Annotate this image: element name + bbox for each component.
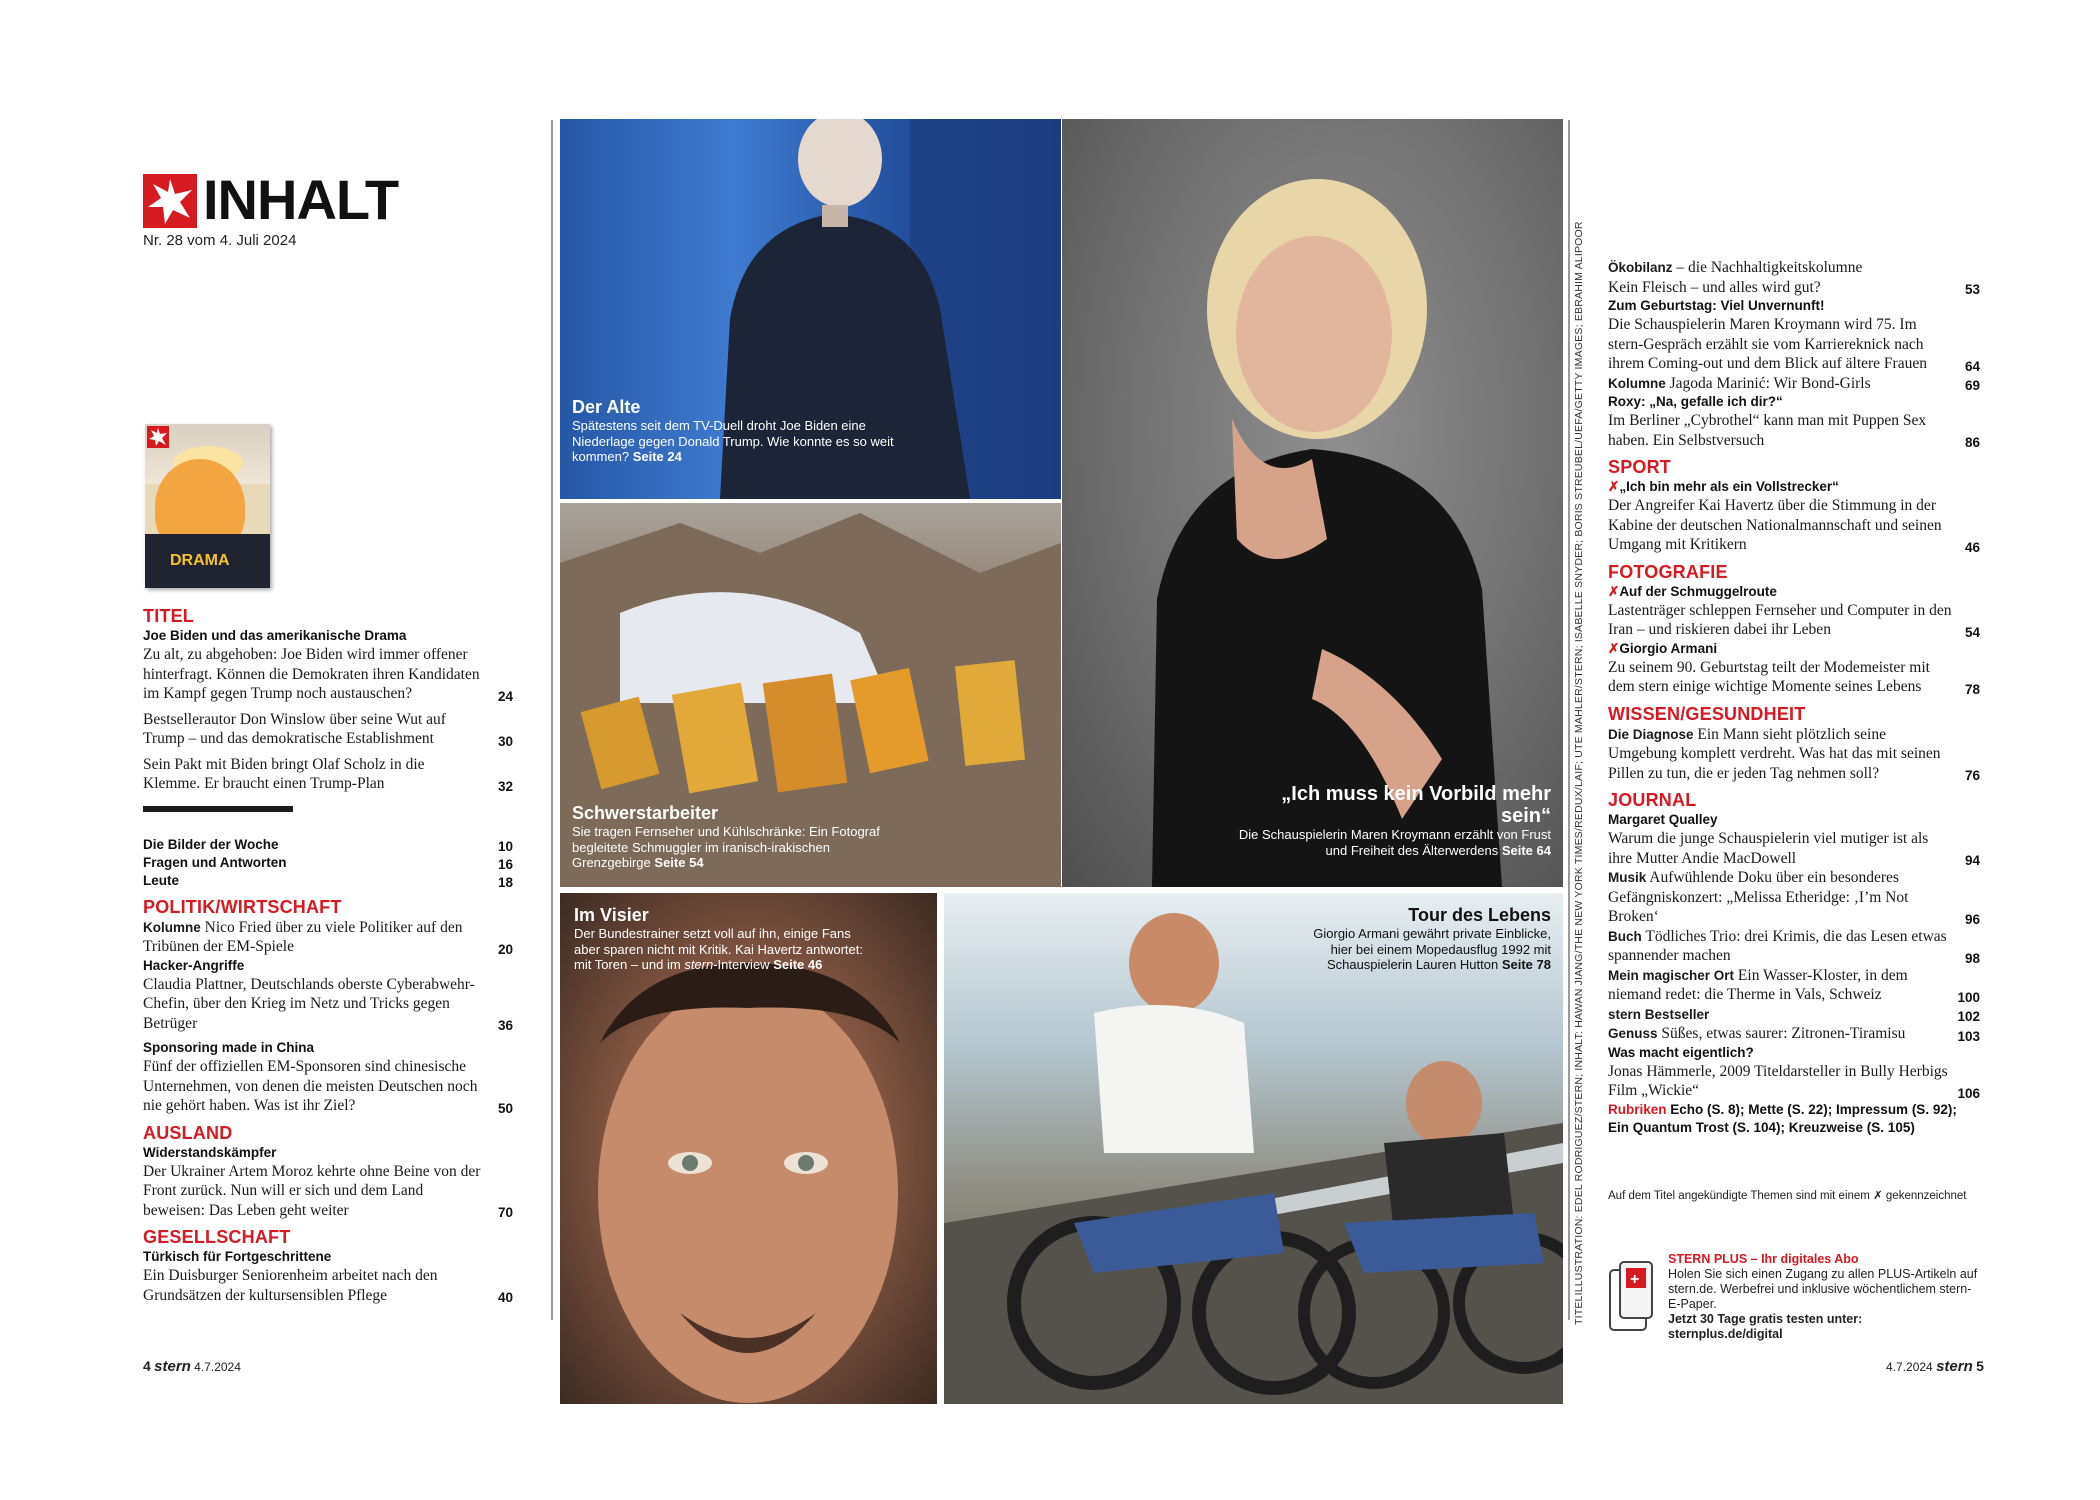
- stern-plus-promo[interactable]: + STERN PLUS – Ihr digitales Abo Holen Sie sich einen Zugang zu allen PLUS-Artikeln auf stern.de. Werbefrei und inklusive wöchentlichem stern-E-Paper. Jetzt 30 Tage gratis testen unter: sternplus.de/digital: [1608, 1252, 1980, 1352]
- toc-entry[interactable]: Joe Biden und das amerikanische Drama Zu alt, zu abgehoben: Joe Biden wird immer offener hinterfragt. Können die Demokraten ihren Kandidaten im Kampf gegen Trump noch austauschen? 24: [143, 628, 513, 704]
- regular-item[interactable]: Fragen und Antworten 16: [143, 854, 513, 872]
- page-number: 18: [497, 874, 513, 890]
- toc-entry[interactable]: Was macht eigentlich? Jonas Hämmerle, 2009 Titeldarsteller in Bully Herbigs Film „Wickie“ 106: [1608, 1044, 1980, 1101]
- page-number: 54: [1964, 624, 1980, 640]
- toc-entry[interactable]: Hacker-Angriffe Claudia Plattner, Deutschlands oberste Cyberabwehr-Chefin, über den Krieg im Netz und Tricks gegen Betrüger 36: [143, 957, 513, 1033]
- toc-right-column: [1608, 258, 1980, 1137]
- column-divider-left: [551, 120, 553, 1320]
- photo-kroymann-figure: [1062, 119, 1563, 887]
- toc-entry[interactable]: Margaret Qualley Warum die junge Schauspielerin viel mutiger ist als ihre Mutter Andie MacDowell 94: [1608, 812, 1980, 868]
- toc-entry[interactable]: Die Diagnose Ein Mann sieht plötzlich seine Umgebung komplett verdreht. Was hat das mit seinen Pillen zu tun, die er jeden Tag nehmen soll? 76: [1608, 725, 1980, 783]
- column-divider-right: [1568, 120, 1570, 1320]
- svg-text:+: +: [1630, 1271, 1640, 1288]
- cover-mark-note: Auf dem Titel angekündigte Themen sind mit einem ✗ gekennzeichnet: [1608, 1190, 1967, 1202]
- toc-entry[interactable]: stern Bestseller 102: [1608, 1006, 1980, 1024]
- page-number: 20: [497, 941, 513, 957]
- tablet-icon: [1608, 1260, 1654, 1340]
- page-number: 86: [1964, 435, 1980, 450]
- page-number: 69: [1964, 378, 1980, 393]
- section-politik: POLITIK/WIRTSCHAFT: [143, 896, 342, 917]
- toc-entry[interactable]: Ökobilanz – die Nachhaltigkeitskolumne Kein Fleisch – und alles wird gut? 53: [1608, 259, 1980, 297]
- cover-mark-icon: ✗: [1608, 583, 1620, 599]
- page-number: 64: [1964, 358, 1980, 374]
- page-number: 94: [1964, 853, 1980, 868]
- caption-biden: Der Alte Spätestens seit dem TV-Duell droht Joe Biden eine Niederlage gegen Donald Trump. Wie konnte es so weit kommen? Seite 24: [572, 397, 894, 464]
- toc-entry[interactable]: Widerstandskämpfer Der Ukrainer Artem Moroz kehrte ohne Beine von der Front zurück. Nun will er sich und dem Land beweisen: Das Leben geht weiter 70: [143, 1144, 513, 1220]
- page-number: 24: [497, 688, 513, 704]
- toc-entry[interactable]: Genuss Süßes, etwas saurer: Zitronen-Tiramisu 103: [1608, 1025, 1980, 1044]
- page-number: 32: [497, 778, 513, 794]
- toc-entry[interactable]: ✗Auf der Schmuggelroute Lastenträger schleppen Fernseher und Computer in den Iran – und riskieren dabei ihr Leben 54: [1608, 583, 1980, 640]
- toc-entry[interactable]: Sponsoring made in China Fünf der offiziellen EM-Sponsoren sind chinesische Unternehmen, von denen die meisten Deutschen noch nie gehört haben. Was ist ihr Ziel? 50: [143, 1040, 513, 1116]
- toc-entry[interactable]: Buch Tödliches Trio: drei Krimis, die das Lesen etwas spannender machen 98: [1608, 927, 1980, 966]
- section-titel: TITEL: [143, 606, 194, 626]
- caption-smugglers: Schwerstarbeiter Sie tragen Fernseher und Kühlschränke: Ein Fotograf begleitete Schmuggler im iranisch-irakischen Grenzgebirge Seite 54: [572, 803, 880, 870]
- photo-kroymann[interactable]: [1062, 119, 1563, 887]
- section-gesellschaft: GESELLSCHAFT: [143, 1227, 291, 1247]
- page-number: 96: [1964, 911, 1980, 927]
- rubriken[interactable]: Rubriken Echo (S. 8); Mette (S. 22); Impressum (S. 92); Ein Quantum Trost (S. 104); Kreuzweise (S. 105): [1608, 1101, 1957, 1135]
- cover-thumbnail[interactable]: [145, 424, 270, 588]
- toc-entry[interactable]: Bestsellerautor Don Winslow über seine Wut auf Trump – und das demokratische Establishment 30: [143, 710, 513, 749]
- cover-mark-icon: ✗: [1608, 640, 1620, 656]
- regular-item[interactable]: Leute 18: [143, 872, 513, 890]
- page-number: 16: [497, 856, 513, 872]
- page-number: 106: [1957, 1085, 1980, 1101]
- toc-entry[interactable]: ✗„Ich bin mehr als ein Vollstrecker“ Der Angreifer Kai Havertz über die Stimmung in der Kabine der deutschen Nationalmannschaft und seinen Umgang mit Kritikern 46: [1608, 479, 1980, 555]
- toc-entry[interactable]: Musik Aufwühlende Doku über ein besonderes Gefängniskonzert: „Melissa Etheridge: ‚I’m Not Broken‘ 96: [1608, 869, 1980, 927]
- page-number: 70: [497, 1205, 513, 1220]
- toc-left-column: [143, 605, 513, 1305]
- section-wissen: WISSEN/GESUNDHEIT: [1608, 703, 1806, 724]
- section-journal: JOURNAL: [1608, 790, 1697, 810]
- page-number: 103: [1957, 1028, 1980, 1044]
- caption-havertz: Im Visier Der Bundestrainer setzt voll auf ihn, einige Fans aber sparen nicht mit Kritik. Kai Havertz antwortet: mit Toren – und im stern-Interview Seite 46: [574, 905, 864, 972]
- toc-entry[interactable]: Kolumne Jagoda Marinić: Wir Bond-Girls 69: [1608, 374, 1980, 393]
- page-number: 78: [1964, 681, 1980, 697]
- toc-entry[interactable]: ✗Giorgio Armani Zu seinem 90. Geburtstag teilt der Modemeister mit dem stern einige wichtige Momente seines Lebens 78: [1608, 640, 1980, 697]
- section-divider: [143, 806, 293, 812]
- stern-logo: [143, 174, 197, 228]
- photo-armani[interactable]: [944, 893, 1563, 1404]
- page-number: 102: [1957, 1009, 1980, 1024]
- footer-right: 4.7.2024 stern 5: [1886, 1358, 1984, 1375]
- section-fotografie: FOTOGRAFIE: [1608, 561, 1728, 582]
- toc-entry[interactable]: Türkisch für Fortgeschrittene Ein Duisburger Seniorenheim arbeitet nach den Grundsätzen der kultursensiblen Pflege 40: [143, 1249, 513, 1305]
- caption-kroymann: „Ich muss kein Vorbild mehr sein“ Die Schauspielerin Maren Kroymann erzählt von Frust und Freiheit des Älterwerdens Seite 64: [1238, 783, 1551, 858]
- photo-credits: TITELILLUSTRATION: EDEL RODRIGUEZ/STERN; INHALT: HAWAN JIANG/THE NEW YORK TIMES/REDUX/LAIF; UTE MAHLER/STERN; ISABELLE SNYDER; BORIS STREUBEL/UEFA/GETTY IMAGES; EBRAHIM ALIPOOR: [1573, 221, 1585, 1325]
- regular-item[interactable]: Die Bilder der Woche 10: [143, 836, 513, 854]
- toc-entry[interactable]: Sein Pakt mit Biden bringt Olaf Scholz in die Klemme. Er braucht einen Trump-Plan 32: [143, 755, 513, 794]
- toc-entry[interactable]: Roxy: „Na, gefalle ich dir?“ Im Berliner „Cybrothel“ kann man mit Puppen Sex haben. Ein Selbstversuch 86: [1608, 394, 1980, 450]
- cover-title: DRAMA: [170, 552, 230, 569]
- toc-entry[interactable]: Kolumne Nico Fried über zu viele Politiker auf den Tribünen der EM-Spiele 20: [143, 918, 513, 957]
- toc-entry[interactable]: Zum Geburtstag: Viel Unvernunft! Die Schauspielerin Maren Kroymann wird 75. Im stern-Gespräch erzählt sie vom Karriereknick nach ihrem Coming-out und dem Blick auf ältere Frauen 64: [1608, 298, 1980, 374]
- page-number: 50: [497, 1100, 513, 1116]
- cover-mark-icon: ✗: [1608, 479, 1620, 494]
- photo-smugglers[interactable]: [560, 503, 1061, 887]
- page-number: 100: [1957, 989, 1980, 1005]
- page-number: 36: [497, 1018, 513, 1033]
- photo-biden[interactable]: [560, 119, 1061, 499]
- page-number: 40: [497, 1290, 513, 1305]
- page-number: 46: [1964, 539, 1980, 555]
- page-number: 76: [1964, 768, 1980, 783]
- page-number: 10: [497, 838, 513, 854]
- section-ausland: AUSLAND: [143, 1122, 233, 1143]
- section-sport: SPORT: [1608, 457, 1672, 477]
- page-number: 98: [1964, 950, 1980, 966]
- caption-armani: Tour des Lebens Giorgio Armani gewährt private Einblicke, hier bei einem Mopedausflug 1992 mit Schauspielerin Lauren Hutton Seite 78: [1313, 905, 1551, 972]
- photo-havertz[interactable]: [560, 893, 937, 1404]
- issue-line: Nr. 28 vom 4. Juli 2024: [143, 232, 297, 249]
- page-title: INHALT: [203, 168, 399, 231]
- footer-left: 4 stern 4.7.2024: [143, 1358, 241, 1375]
- toc-entry[interactable]: Mein magischer Ort Ein Wasser-Kloster, in dem niemand redet: die Therme in Vals, Schweiz 100: [1608, 966, 1980, 1005]
- page-number: 53: [1964, 282, 1980, 297]
- page-number: 30: [497, 733, 513, 749]
- cover-logo: [147, 426, 169, 448]
